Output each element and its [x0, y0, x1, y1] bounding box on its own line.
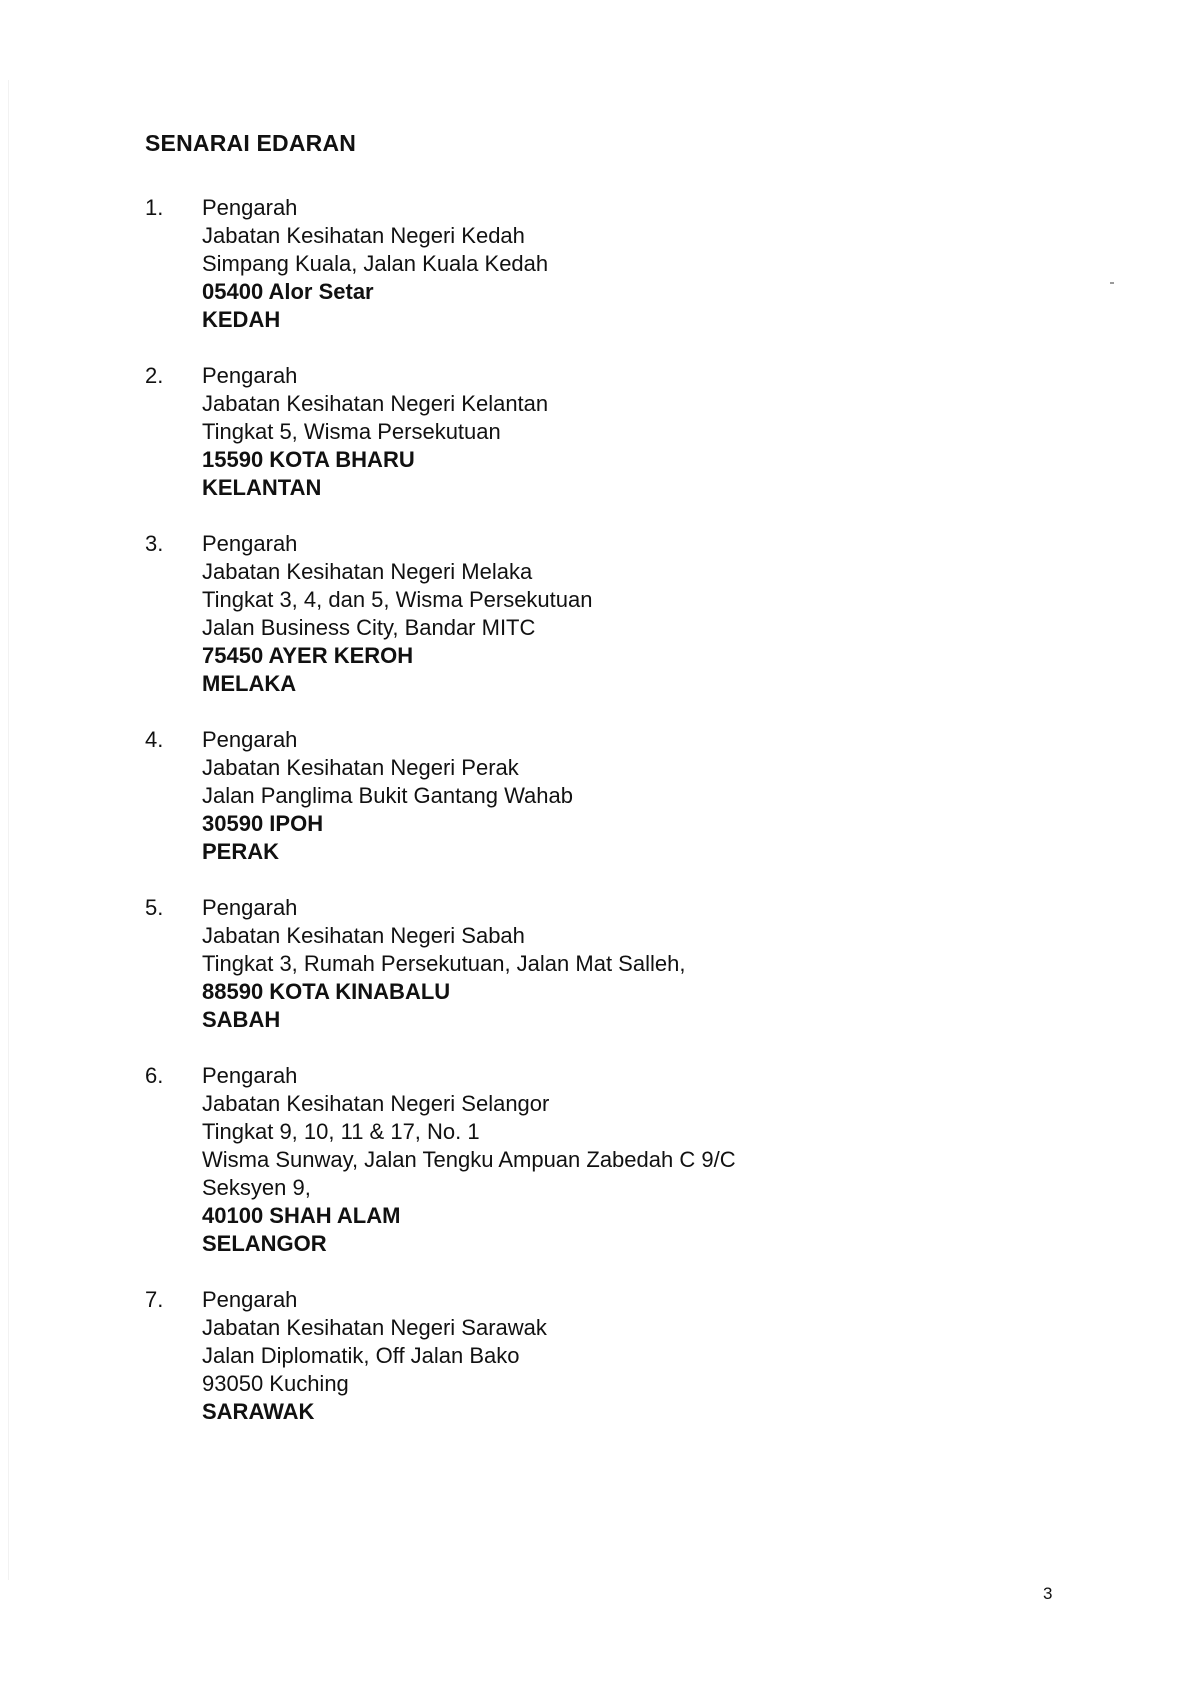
address-line: 40100 SHAH ALAM [202, 1203, 401, 1228]
distribution-list [145, 194, 736, 1454]
address-line: Jalan Panglima Bukit Gantang Wahab [202, 783, 573, 808]
address-line: 75450 AYER KEROH [202, 643, 414, 668]
address-line: Tingkat 5, Wisma Persekutuan [202, 419, 501, 444]
address-line: Simpang Kuala, Jalan Kuala Kedah [202, 251, 549, 276]
address-line: Jalan Business City, Bandar MITC [202, 615, 536, 640]
address-line: SELANGOR [202, 1231, 327, 1256]
address-line: 05400 Alor Setar [202, 279, 374, 304]
item-number: 6. [145, 1063, 164, 1088]
page-heading: SENARAI EDARAN [145, 130, 357, 156]
address-line: Jabatan Kesihatan Negeri Melaka [202, 559, 533, 584]
address-line: Jabatan Kesihatan Negeri Kedah [202, 223, 525, 248]
address-line: Jabatan Kesihatan Negeri Kelantan [202, 391, 549, 416]
list-item [145, 530, 736, 698]
item-number: 2. [145, 363, 164, 388]
list-item [145, 1062, 736, 1258]
address-line: Pengarah [202, 727, 298, 752]
item-number: 5. [145, 895, 164, 920]
address-line: 30590 IPOH [202, 811, 324, 836]
address-line: KELANTAN [202, 475, 322, 500]
address-line: MELAKA [202, 671, 297, 696]
scan-mark [8, 80, 9, 1580]
address-line: KEDAH [202, 307, 281, 332]
address-line: Tingkat 9, 10, 11 & 17, No. 1 [202, 1119, 480, 1144]
item-number: 1. [145, 195, 164, 220]
item-number: 4. [145, 727, 164, 752]
address-line: Pengarah [202, 1063, 298, 1088]
list-item [145, 894, 736, 1034]
address-line: Jabatan Kesihatan Negeri Selangor [202, 1091, 550, 1116]
address-line: 15590 KOTA BHARU [202, 447, 415, 472]
address-line: Wisma Sunway, Jalan Tengku Ampuan Zabedah C 9/C [202, 1147, 736, 1172]
item-number: 3. [145, 531, 164, 556]
address-line: Seksyen 9, [202, 1175, 311, 1200]
item-number: 7. [145, 1287, 164, 1312]
address-line: 93050 Kuching [202, 1371, 349, 1396]
list-item [145, 362, 736, 502]
scan-mark [1110, 282, 1114, 284]
address-line: SABAH [202, 1007, 281, 1032]
address-line: Pengarah [202, 1287, 298, 1312]
address-line: Tingkat 3, 4, dan 5, Wisma Persekutuan [202, 587, 593, 612]
address-line: Jabatan Kesihatan Negeri Perak [202, 755, 519, 780]
address-line: SARAWAK [202, 1399, 315, 1424]
address-line: 88590 KOTA KINABALU [202, 979, 451, 1004]
address-line: Pengarah [202, 531, 298, 556]
page-number: 3 [1043, 1584, 1053, 1603]
list-item [145, 726, 736, 866]
address-line: Pengarah [202, 195, 298, 220]
address-line: Tingkat 3, Rumah Persekutuan, Jalan Mat Salleh, [202, 951, 686, 976]
list-item [145, 1286, 736, 1426]
list-item [145, 194, 736, 334]
address-line: PERAK [202, 839, 280, 864]
address-line: Jabatan Kesihatan Negeri Sabah [202, 923, 525, 948]
address-line: Jabatan Kesihatan Negeri Sarawak [202, 1315, 547, 1340]
address-line: Pengarah [202, 895, 298, 920]
address-line: Jalan Diplomatik, Off Jalan Bako [202, 1343, 520, 1368]
address-line: Pengarah [202, 363, 298, 388]
